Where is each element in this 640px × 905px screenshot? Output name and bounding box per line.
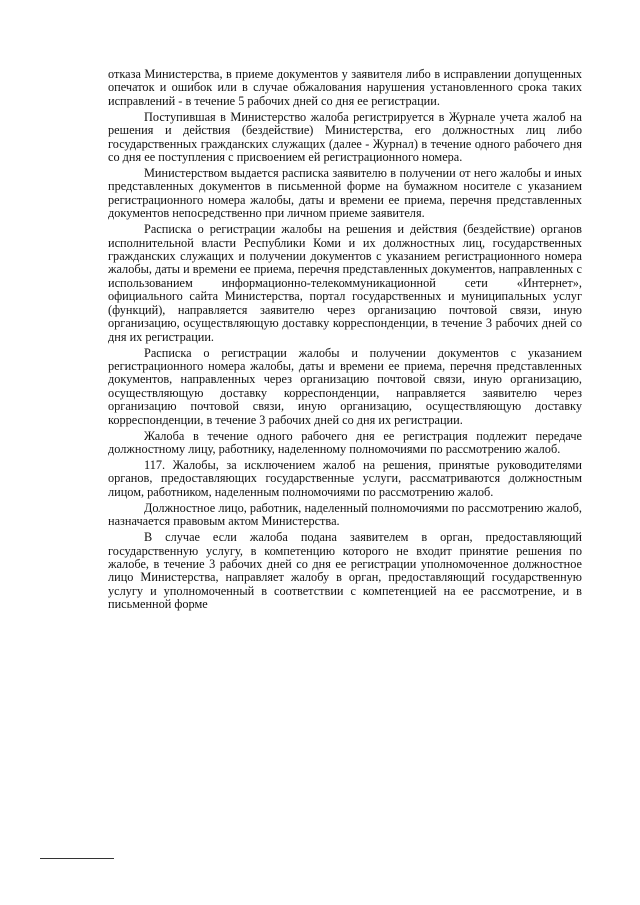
paragraph-receipt-postal: Расписка о регистрации жалобы и получении документов с указанием регистрационного номера жалобы, даты и времени ее приема, перечня представленных документов, направленных через организацию почтовой связи, иную организацию, осуществляющую доставку корреспонденции, направляется заявителю через организацию почтовой связи, иную организацию, осуществляющую доставку корреспонденции, в течение 3 рабочих дней со дня их регистрации. — [108, 345, 582, 427]
paragraph-clause-117: 117. Жалобы, за исключением жалоб на решения, принятые руководителями органов, предоставляющих государственные услуги, рассматриваются должностным лицом, работником, наделенным полномочиями по рассмотрению жалоб. — [108, 457, 582, 499]
document-body — [108, 68, 582, 614]
paragraph-redirection: В случае если жалоба подана заявителем в орган, предоставляющий государственную услугу, в компетенцию которого не входит принятие решения по жалобе, в течение 3 рабочих дней со дня ее регистрации уполномоченное должностное лицо Министерства, направляет жалобу в орган, предоставляющий государственную услугу и уполномоченный в соответствии с компетенцией на ее рассмотрение, и в письменной форме — [108, 530, 582, 612]
footnote-separator-line — [40, 858, 114, 859]
paragraph-continuation: отказа Министерства, в приеме документов у заявителя либо в исправлении допущенных опечаток и ошибок или в случае обжалования нарушения установленного срока таких исправлений - в течение 5 рабочих дней со дня ее регистрации. — [108, 67, 582, 108]
paragraph-responsible-official: Должностное лицо, работник, наделенный полномочиями по рассмотрению жалоб, назначается правовым актом Министерства. — [108, 500, 582, 529]
paragraph-receipt-in-person: Министерством выдается расписка заявителю в получении от него жалобы и иных представленных документов в письменной форме на бумажном носителе с указанием регистрационного номера жалобы, даты и времени ее приема, перечня представленных документов непосредственно при личном приеме заявителя. — [108, 166, 582, 221]
paragraph-receipt-internet: Расписка о регистрации жалобы на решения и действия (бездействие) органов исполнительной власти Республики Коми и их должностных лиц, государственных гражданских служащих и получении документов с указанием регистрационного номера жалобы, даты и времени ее приема, перечня представленных документов, направленных с использованием информационно-телекоммуникационной сети «Интернет», официального сайта Министерства, портал государственных и муниципальных услуг (функций), направляется заявителю через организацию почтовой связи, иную организацию, осуществляющую доставку корреспонденции, в течение 3 рабочих дней со дня их регистрации. — [108, 222, 582, 344]
paragraph-complaint-transfer: Жалоба в течение одного рабочего дня ее регистрация подлежит передаче должностному лицу, работнику, наделенному полномочиями по рассмотрению жалоб. — [108, 428, 582, 456]
paragraph-complaint-registration: Поступившая в Министерство жалоба регистрируется в Журнале учета жалоб на решения и действия (бездействие) Министерства, его должностных лиц либо государственных гражданских служащих (далее - Журнал) в течение одного рабочего дня со дня ее поступления с присвоением ей регистрационного номера. — [108, 109, 582, 165]
